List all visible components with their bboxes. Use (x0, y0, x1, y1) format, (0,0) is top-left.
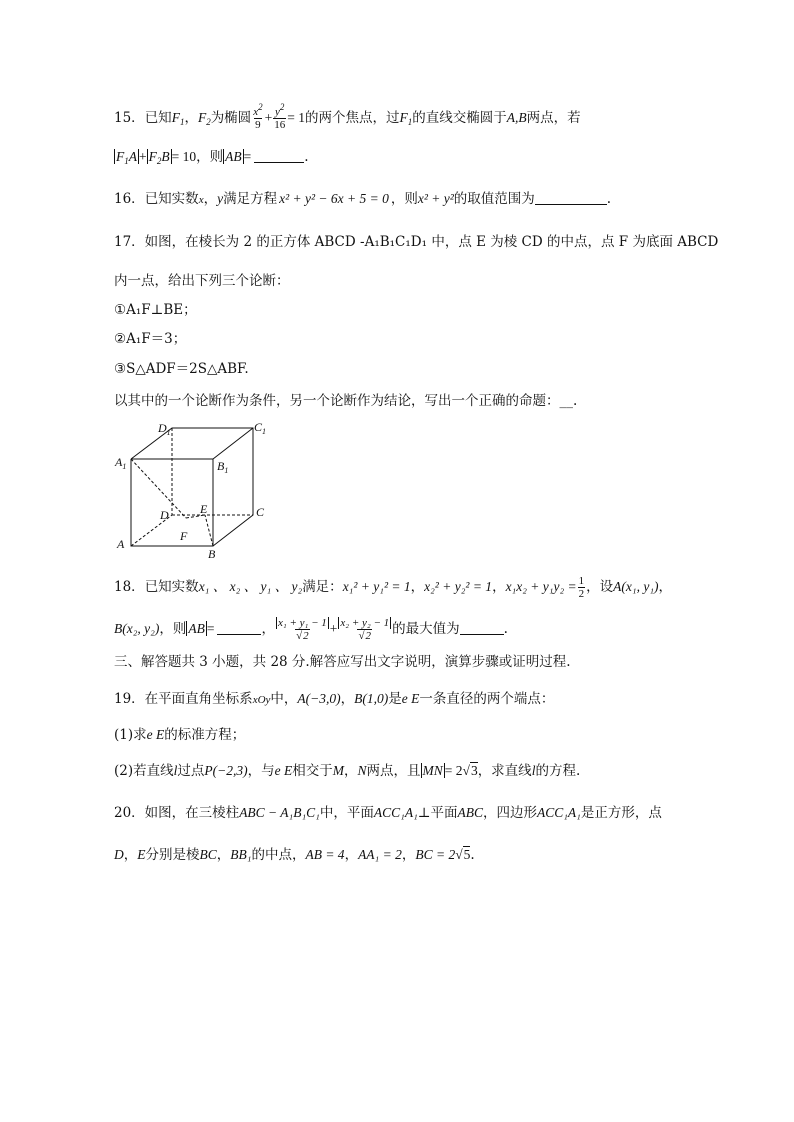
q19-comma: ， (344, 763, 358, 779)
q16-number: 16． (114, 191, 145, 207)
section-3-heading: 三、解答题共 3 小题，共 28 分.解答应写出文字说明，演算步骤或证明过程. (114, 654, 571, 670)
q15-ab-points: A,B (506, 110, 527, 125)
q19-line1 (114, 690, 554, 709)
q16-x: x (198, 194, 204, 206)
q15-line1 (114, 102, 581, 131)
q19-p2-text: 过点 (177, 763, 205, 779)
q20-text: ，四边形 (482, 805, 537, 821)
q19-point-b: B(1,0) (354, 691, 389, 706)
q19-part2 (114, 762, 580, 780)
q20-line1 (114, 804, 662, 822)
q19-text: 19．在平面直角坐标系 (114, 691, 253, 707)
q16-text: ，则 (390, 191, 418, 207)
q20-text: 是正方形，点 (580, 805, 662, 821)
q19-circle-e: e E (401, 691, 420, 706)
q15-text: 已知 (144, 110, 172, 126)
q15-text: 的直线交椭圆于 (412, 110, 507, 126)
label-d1: $D_1$ (158, 421, 171, 437)
q15-plus: + (264, 110, 273, 125)
q18-plus: + (329, 621, 338, 636)
q15-plus: + (139, 149, 147, 164)
q19-p1-text: (1)求 (114, 727, 147, 743)
label-b: B (208, 547, 216, 560)
q19-point-a: A(−3,0) (297, 691, 341, 706)
label-e: E (200, 502, 208, 516)
q19-text: 一条直径的两个端点： (419, 691, 555, 707)
label-a1: $A_1$ (115, 455, 127, 471)
q19-circle-e: e E (274, 763, 293, 778)
q17-prompt: 以其中的一个论断作为条件，另一个论断作为结论，写出一个正确的命题：__. (114, 393, 578, 409)
q15-f1b: $F_1$ (399, 110, 413, 127)
cube-hidden-a1f (131, 459, 186, 518)
q15-abs-f2b: $F_2B$ (148, 149, 170, 166)
q15-line2 (114, 148, 309, 166)
q20-point-e: E (137, 847, 146, 862)
q18-text: ， (261, 621, 275, 637)
q20-line2 (114, 846, 475, 864)
q16-line (114, 190, 611, 209)
q20-edge-bc: BC (199, 847, 217, 862)
q19-comma: ， (340, 691, 355, 707)
label-d: D (160, 508, 169, 522)
q15-answer-blank[interactable] (254, 150, 304, 163)
q15-text: 为椭圆 (210, 110, 252, 126)
q15-eq: = 1 (287, 110, 305, 125)
q20-comma: ， (123, 847, 138, 863)
q20-quad: ACC₁A₁ (536, 805, 581, 820)
q18-answer-blank-1[interactable] (217, 622, 261, 635)
q19-text: 是 (388, 691, 402, 707)
q17-item1: ①A₁F⊥BE； (114, 302, 197, 318)
q16-answer-blank[interactable] (535, 192, 607, 205)
q17-cube-figure (114, 418, 284, 560)
q20-perp-text: ⊥平面 (417, 805, 458, 821)
q16-period: . (606, 191, 612, 207)
q20-text: 的中点， (251, 847, 306, 863)
label-c: C (256, 505, 265, 519)
q18-line1 (114, 575, 672, 600)
cube-hidden-be (205, 515, 213, 546)
q16-equation: x² + y² − 6x + 5 = 0 (279, 191, 389, 206)
cube-edge-b1c1 (213, 428, 253, 459)
q20-text: 20．如图，在三棱柱 (114, 805, 240, 821)
q16-expression: x² + y² (417, 191, 454, 206)
q15-number: 15． (114, 110, 145, 126)
q18-sep: ， (410, 579, 425, 595)
q18-answer-blank-2[interactable] (460, 622, 504, 635)
q15-f1: $F_1$ (171, 110, 185, 127)
q20-aa1-2: AA₁ = 2 (358, 847, 402, 862)
q15-frac-y: $\frac{y^2}{16}$ (274, 102, 286, 131)
q20-text: 分别是棱 (145, 847, 200, 863)
q18-variables: x₁ 、 x₂ 、 y₁ 、 y₂ (198, 579, 303, 594)
q18-frac-2: $\frac{\text{x₂ + y₂ − 1}}{√2}$ (340, 617, 390, 642)
label-b1: $B_1$ (217, 459, 229, 475)
q19-mn-eq: = 2 (444, 763, 463, 778)
q20-plane-acc1a1: ACC₁A₁ (373, 805, 418, 820)
q16-text: 满足方程 (223, 191, 278, 207)
q19-p2-text: ，与 (247, 763, 275, 779)
q18-text: 的最大值为 (392, 621, 460, 637)
q19-circle-e: e E (146, 727, 165, 742)
q19-p2-text: 相交于 (292, 763, 333, 779)
q19-p2-text: (2)若直线 (114, 763, 174, 779)
q18-number: 18． (114, 579, 145, 595)
q18-text: ，则 (159, 621, 187, 637)
q16-text: 已知实数 (144, 191, 199, 207)
q16-text: 的取值范围为 (453, 191, 535, 207)
q19-text: 中， (270, 691, 298, 707)
q19-p2-text: 的方程. (535, 763, 581, 779)
q19-point-n: N (357, 763, 367, 778)
q18-cond2: x₂² + y₂² = 1 (424, 579, 493, 594)
q18-period: . (503, 621, 508, 637)
q15-text: 的两个焦点，过 (304, 110, 400, 126)
q15-period: . (304, 149, 309, 165)
q18-text: ，设 (586, 579, 614, 595)
q17-item2: ②A₁F＝3； (114, 331, 187, 347)
label-a: A (117, 537, 125, 551)
q19-xoy: xOy (252, 694, 271, 706)
q15-frac-x: $\frac{x^2}{9}$ (253, 102, 263, 131)
q20-edge-bb1: BB₁ (230, 847, 252, 862)
q20-text: 中，平面 (319, 805, 374, 821)
q18-eq: = (206, 621, 215, 636)
q15-text: ，则 (196, 149, 224, 165)
q20-plane-abc: ABC (457, 805, 483, 820)
q20-point-d: D (114, 847, 124, 862)
q20-comma: ， (344, 847, 359, 863)
q20-period: . (470, 847, 475, 863)
q15-f2: $F_2$ (197, 110, 211, 127)
q15-eq10: = 10 (171, 149, 197, 164)
label-f: F (180, 529, 188, 543)
q18-frac-1: $\frac{\text{x₁ + y₁ − 1}}{√2}$ (277, 617, 327, 642)
q17-line2: 内一点，给出下列三个论断： (114, 273, 290, 289)
q18-text: 满足： (302, 579, 343, 595)
q15-abs-f1a: $F_1A$ (116, 149, 137, 166)
q19-p2-text: 两点，且 (366, 763, 421, 779)
cube-back-edges (131, 428, 253, 546)
q19-p2-text: ，求直线 (477, 763, 532, 779)
q17-line1: 17．如图，在棱长为 2 的正方体 ABCD -A₁B₁C₁D₁ 中，点 E 为棱 CD 的中点，点 F 为底面 ABCD (114, 234, 719, 250)
label-c1: $C_1$ (254, 420, 267, 436)
q19-part1 (114, 726, 245, 744)
q19-p1-text: 的标准方程； (164, 727, 246, 743)
q19-line-l: l (531, 763, 536, 778)
q20-comma: ， (216, 847, 231, 863)
q19-sqrt3: √3 (462, 763, 478, 778)
q20-comma: ， (401, 847, 416, 863)
q18-frac-half: $\frac{1}{2}$ (578, 575, 585, 600)
q16-y: y (217, 191, 224, 206)
q20-prism: ABC − A₁B₁C₁ (239, 805, 320, 820)
q17-item3: ③S△ADF＝2S△ABF. (114, 361, 249, 377)
q18-point-a: A(x₁, y₁) (613, 579, 659, 594)
q19-abs-mn: MN (422, 763, 443, 778)
q19-line-l: l (173, 763, 178, 778)
q18-sep: ， (658, 579, 673, 595)
q18-abs-ab: AB (188, 621, 205, 636)
q19-point-p: P(−2,3) (204, 763, 248, 778)
q15-eq: = (243, 149, 252, 164)
q20-ab-4: AB = 4 (305, 847, 345, 862)
q18-cond3: x₁x₂ + y₁y₂ = (505, 579, 577, 594)
q16-comma: ， (203, 191, 218, 207)
q18-text: 已知实数 (144, 579, 199, 595)
q19-point-m: M (332, 763, 344, 778)
q18-cond1: x₁² + y₁² = 1 (342, 579, 411, 594)
q15-abs-ab: AB (225, 149, 242, 164)
q18-sep: ， (492, 579, 506, 595)
q15-text: 两点，若 (526, 110, 581, 126)
q18-line2 (114, 617, 508, 642)
q20-sqrt5: √5 (455, 847, 471, 862)
q20-bc-2: BC = 2 (415, 847, 456, 862)
q15-comma: ， (184, 110, 198, 126)
q18-point-b: B(x₂, y₂) (114, 621, 160, 636)
